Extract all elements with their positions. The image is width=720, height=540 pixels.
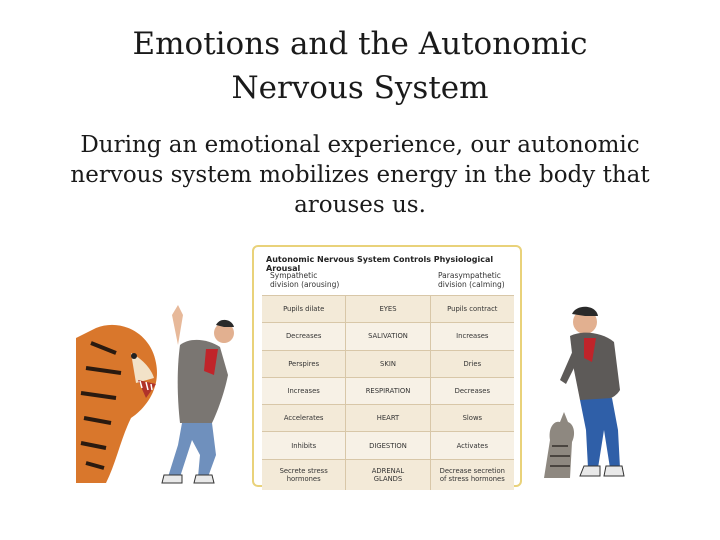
table-row bbox=[262, 459, 514, 490]
organ-cell: DIGESTION bbox=[345, 432, 430, 458]
table-row bbox=[262, 350, 514, 377]
sympathetic-header bbox=[270, 271, 339, 289]
slide-title-line-2: Nervous System bbox=[231, 70, 489, 106]
organ-cell: RESPIRATION bbox=[345, 378, 430, 404]
parasympathetic-cell: Slows bbox=[462, 414, 483, 423]
organ-cell: SALIVATION bbox=[345, 323, 430, 349]
ans-chart-figure bbox=[252, 245, 522, 487]
body-line-2: nervous system mobilizes energy in the body that bbox=[70, 162, 650, 188]
parasympathetic-cell: Activates bbox=[456, 441, 489, 450]
table-row bbox=[262, 377, 514, 404]
parasympathetic-header bbox=[438, 271, 505, 289]
frightened-man-illustration bbox=[120, 305, 240, 487]
parasympathetic-header-line-1: Parasympathetic bbox=[438, 271, 501, 280]
sympathetic-cell: Pupils dilate bbox=[283, 305, 325, 314]
sympathetic-cell: Perspires bbox=[288, 359, 320, 368]
parasympathetic-cell: Decreases bbox=[454, 387, 491, 396]
table-row bbox=[262, 295, 514, 322]
body-line-1: During an emotional experience, our autonomic bbox=[80, 132, 640, 158]
calm-man-illustration bbox=[540, 300, 650, 485]
organ-cell: EYES bbox=[345, 296, 430, 322]
organ-cell: ADRENAL GLANDS bbox=[345, 460, 430, 490]
parasympathetic-cell: Pupils contract bbox=[447, 305, 498, 314]
sympathetic-cell: Decreases bbox=[285, 332, 322, 341]
table-row bbox=[262, 404, 514, 431]
ans-table bbox=[262, 295, 514, 490]
sympathetic-cell: Accelerates bbox=[283, 414, 324, 423]
parasympathetic-cell: Increases bbox=[456, 332, 489, 341]
slide-body-text bbox=[30, 130, 690, 220]
table-row bbox=[262, 322, 514, 349]
figure-title: Autonomic Nervous System Controls Physiological Arousal bbox=[266, 255, 494, 273]
organ-cell: SKIN bbox=[345, 351, 430, 377]
sympathetic-cell: Increases bbox=[287, 387, 320, 396]
parasympathetic-header-line-2: division (calming) bbox=[438, 280, 505, 289]
body-line-3: arouses us. bbox=[294, 192, 426, 218]
sympathetic-header-line-1: Sympathetic bbox=[270, 271, 318, 280]
parasympathetic-cell: Decrease secretion of stress hormones bbox=[439, 466, 505, 483]
organ-cell: HEART bbox=[345, 405, 430, 431]
sympathetic-cell: Inhibits bbox=[291, 441, 317, 450]
slide-title-line-1: Emotions and the Autonomic bbox=[132, 26, 588, 62]
table-row bbox=[262, 431, 514, 458]
slide-title bbox=[0, 22, 720, 110]
sympathetic-cell: Secrete stress hormones bbox=[279, 466, 328, 483]
parasympathetic-cell: Dries bbox=[463, 359, 482, 368]
sympathetic-header-line-2: division (arousing) bbox=[270, 280, 340, 289]
